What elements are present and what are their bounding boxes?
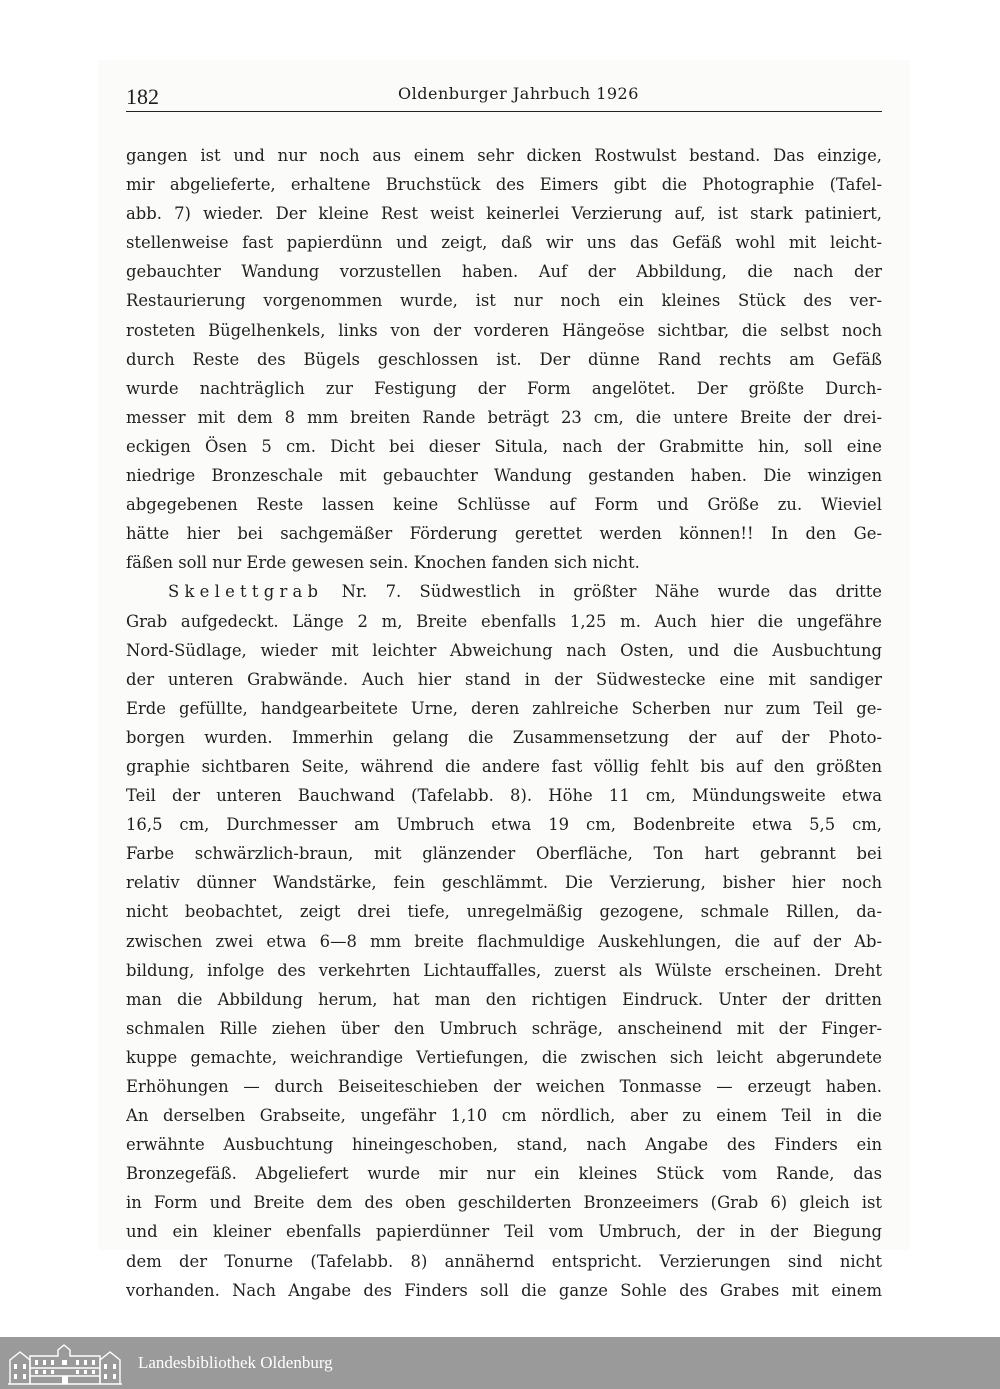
text-line: abgegebenen Reste lassen keine Schlüsse auf Form und Größe zu. Wieviel <box>126 495 882 515</box>
text-line: niedrige Bronzeschale mit gebauchter Wandung gestanden haben. Die winzigen <box>126 466 882 486</box>
text-line: nicht beobachtet, zeigt drei tiefe, unregelmäßig gezogene, schmale Rillen, da- <box>126 902 882 922</box>
library-name: Landesbibliothek Oldenburg <box>138 1353 333 1372</box>
page-number: 182 <box>126 84 159 109</box>
text-line: An derselben Grabseite, ungefähr 1,10 cm nördlich, aber zu einem Teil in die <box>126 1106 882 1126</box>
text-line: Nord-Südlage, wieder mit leichter Abweichung nach Osten, und die Ausbuchtung <box>126 640 882 660</box>
text-line: schmalen Rille ziehen über den Umbruch schräge, anscheinend mit der Finger- <box>126 1018 882 1038</box>
text-line: dem der Tonurne (Tafelabb. 8) annähernd entspricht. Verzierungen sind nicht <box>126 1251 882 1271</box>
text-line: man die Abbildung herum, hat man den richtigen Eindruck. Unter der dritten <box>126 989 882 1009</box>
text-line: mir abgelieferte, erhaltene Bruchstück des Eimers gibt die Photographie (Tafel- <box>126 175 882 195</box>
text-line: bildung, infolge des verkehrten Lichtauffalles, zuerst als Wülste erscheinen. Dreht <box>126 960 882 980</box>
text-line: Farbe schwärzlich-braun, mit glänzender Oberfläche, Ton hart gebrannt bei <box>126 844 882 864</box>
text-line: Grab aufgedeckt. Länge 2 m, Breite ebenfalls 1,25 m. Auch hier die ungefähre <box>126 611 882 631</box>
text-line: durch Reste des Bügels geschlossen ist. Der dünne Rand rechts am Gefäß <box>126 349 882 369</box>
text-line: und ein kleiner ebenfalls papierdünner Teil vom Umbruch, der in der Biegung <box>126 1222 882 1242</box>
body-text <box>126 141 882 1305</box>
text-line: Restaurierung vorgenommen wurde, ist nur noch ein kleines Stück des ver- <box>126 291 882 311</box>
text-line: fäßen soll nur Erde gewesen sein. Knochen fanden sich nicht. <box>126 553 640 573</box>
text-line: vorhanden. Nach Angabe des Finders soll die ganze Sohle des Grabes mit einem <box>126 1280 882 1300</box>
text-line: zwischen zwei etwa 6—8 mm breite flachmuldige Auskehlungen, die auf der Ab- <box>126 931 882 951</box>
text-line: wurde nachträglich zur Festigung der Form angelötet. Der größte Durch- <box>126 378 882 398</box>
text-line: graphie sichtbaren Seite, während die andere fast völlig fehlt bis auf den größten <box>126 756 882 776</box>
text-line: eckigen Ösen 5 cm. Dicht bei dieser Situla, nach der Grabmitte hin, soll eine <box>126 436 882 456</box>
section-heading-rest: Nr. 7. Südwestlich in größter Nähe wurde das dritte <box>323 582 882 602</box>
text-line: abb. 7) wieder. Der kleine Rest weist keinerlei Verzierung auf, ist stark patiniert, <box>126 204 882 224</box>
text-line: gangen ist und nur noch aus einem sehr dicken Rostwulst bestand. Das einzige, <box>126 146 882 165</box>
text-line: hätte hier bei sachgemäßer Förderung gerettet werden können!! In den Ge- <box>126 524 882 544</box>
library-building-icon <box>6 1342 124 1386</box>
text-line: stellenweise fast papierdünn und zeigt, daß wir uns das Gefäß wohl mit leicht- <box>126 233 882 253</box>
text-line: Bronzegefäß. Abgeliefert wurde mir nur ein kleines Stück vom Rande, das <box>126 1164 882 1184</box>
text-line: gebauchter Wandung vorzustellen haben. Auf der Abbildung, die nach der <box>126 262 882 282</box>
text-line: in Form und Breite dem des oben geschilderten Bronzeeimers (Grab 6) gleich ist <box>126 1193 882 1213</box>
running-title: Oldenburger Jahrbuch 1926 <box>398 84 639 103</box>
section-heading-line <box>126 577 882 606</box>
text-line: Teil der unteren Bauchwand (Tafelabb. 8). Höhe 11 cm, Mündungsweite etwa <box>126 786 882 806</box>
text-line: messer mit dem 8 mm breiten Rande beträgt 23 cm, die untere Breite der drei- <box>126 407 882 427</box>
text-line: relativ dünner Wandstärke, fein geschlämmt. Die Verzierung, bisher hier noch <box>126 873 882 893</box>
text-line: erwähnte Ausbuchtung hineingeschoben, stand, nach Angabe des Finders ein <box>126 1135 882 1155</box>
text-line: Erde gefüllte, handgearbeitete Urne, deren zahlreiche Scherben nur zum Teil ge- <box>126 698 882 718</box>
text-line: Erhöhungen — durch Beiseiteschieben der weichen Tonmasse — erzeugt haben. <box>126 1077 882 1096</box>
text-line: kuppe gemachte, weichrandige Vertiefungen, die zwischen sich leicht abgerundete <box>126 1047 882 1067</box>
text-line: rosteten Bügelhenkels, links von der vorderen Hängeöse sichtbar, die selbst noch <box>126 320 882 340</box>
text-line: borgen wurden. Immerhin gelang die Zusammensetzung der auf der Photo- <box>126 727 882 747</box>
text-line: der unteren Grabwände. Auch hier stand in der Südwestecke eine mit sandiger <box>126 669 882 689</box>
header-rule <box>126 111 882 112</box>
text-line: 16,5 cm, Durchmesser am Umbruch etwa 19 cm, Bodenbreite etwa 5,5 cm, <box>126 815 882 835</box>
section-heading: Skelettgrab <box>168 582 324 602</box>
